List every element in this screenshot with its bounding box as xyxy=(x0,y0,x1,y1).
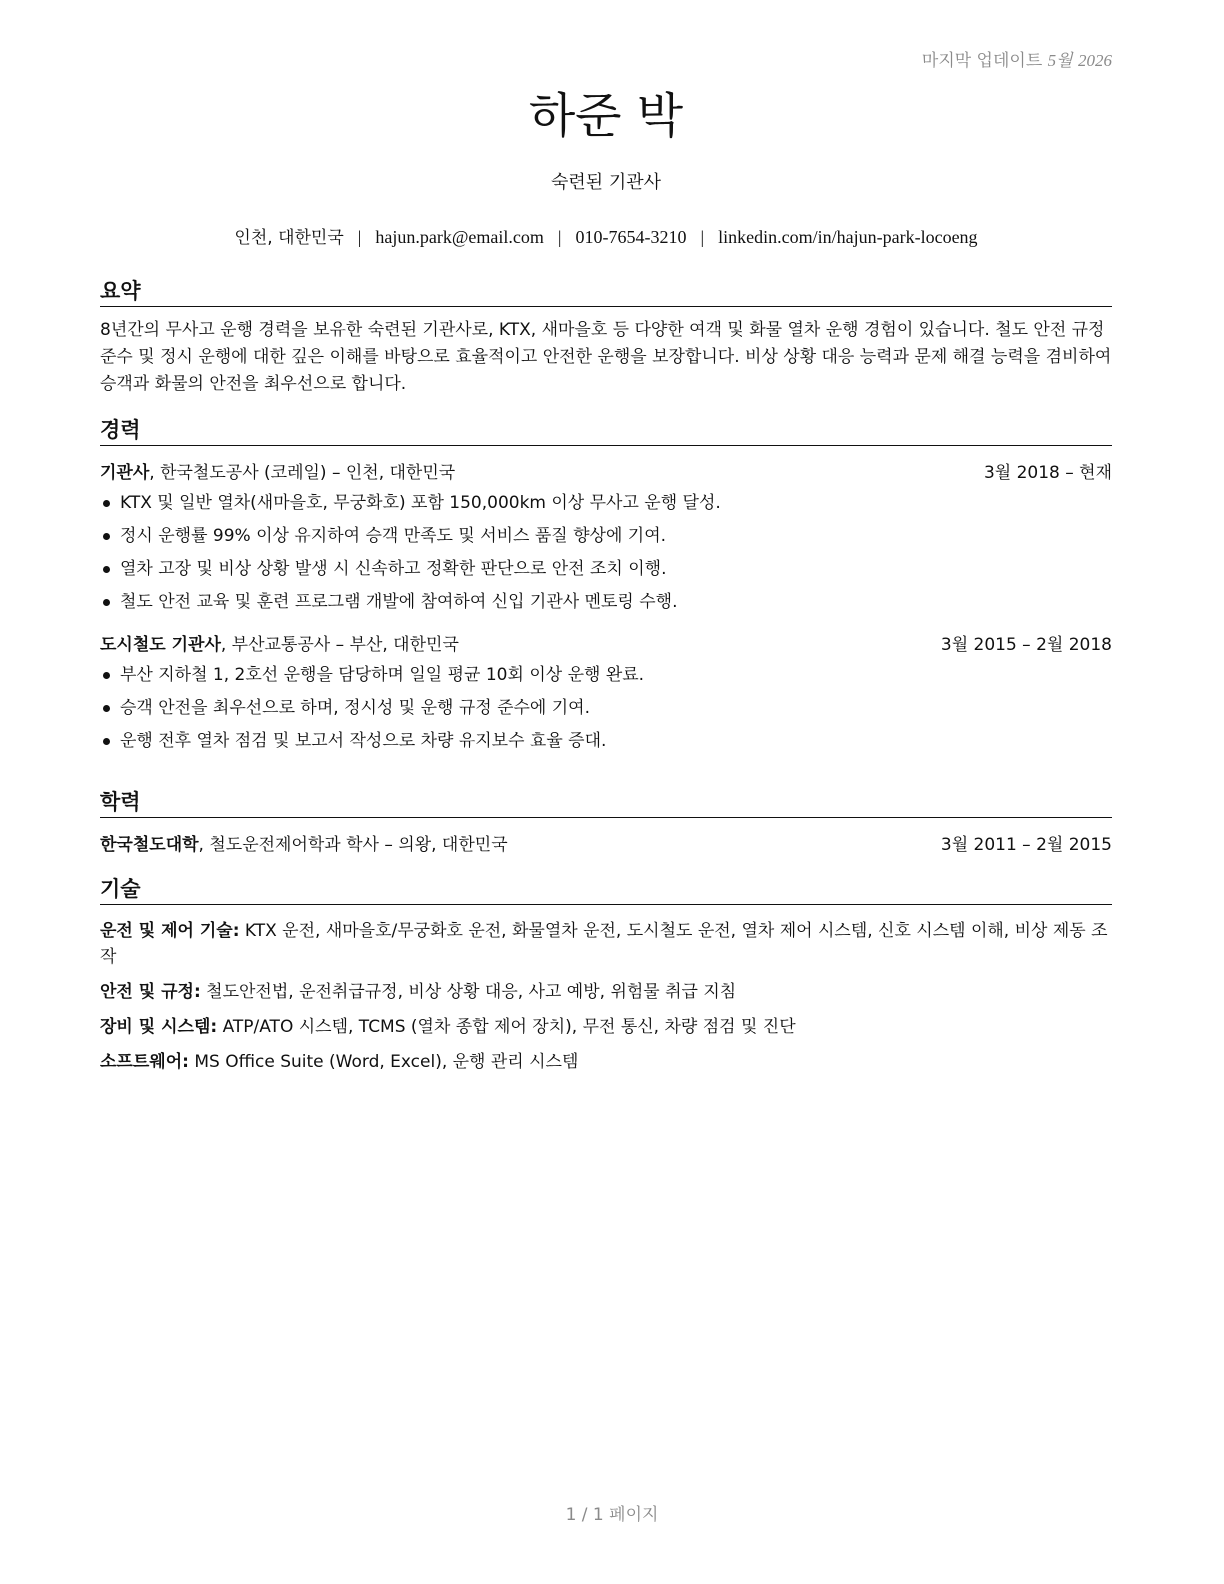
job-bullet: 열차 고장 및 비상 상황 발생 시 신속하고 정확한 판단으로 안전 조치 이행. xyxy=(100,556,1112,582)
contact-separator: | xyxy=(357,227,362,247)
resume-page xyxy=(100,0,1112,1584)
job-bullet: 부산 지하철 1, 2호선 운행을 담당하며 일일 평균 10회 이상 운행 완료. xyxy=(100,662,1112,688)
skills-list xyxy=(100,918,1112,1075)
job-bullet: 운행 전후 열차 점검 및 보고서 작성으로 차량 유지보수 효율 증대. xyxy=(100,728,1112,754)
person-name: 하준 박 xyxy=(528,88,684,144)
page-number: 1 / 1 페이지 xyxy=(565,1505,659,1525)
skills-section xyxy=(100,875,1112,1084)
education-section xyxy=(100,788,1112,858)
skill-row xyxy=(100,979,1112,1005)
skill-text: ATP/ATO 시스템, TCMS (열차 종합 제어 장치), 무전 통신, 차량 점검 및 진단 xyxy=(217,1017,796,1037)
job-entry xyxy=(100,460,1112,615)
job-bullet: KTX 및 일반 열차(새마을호, 무궁화호) 포함 150,000km 이상 무사고 운행 달성. xyxy=(100,490,1112,516)
last-updated-label: 마지막 업데이트 xyxy=(921,51,1043,71)
job-date: 3월 2018 – 현재 xyxy=(983,463,1112,483)
skill-label: 운전 및 제어 기술: xyxy=(100,921,240,941)
education-heading: 학력 xyxy=(100,788,1112,818)
contact-email[interactable]: hajun.park@email.com xyxy=(375,227,544,247)
education-entry xyxy=(100,832,1112,858)
skills-heading: 기술 xyxy=(100,875,1112,905)
contact-line xyxy=(100,224,1112,251)
experience-section xyxy=(100,416,1112,761)
skill-label: 안전 및 규정: xyxy=(100,982,201,1002)
job-bullets xyxy=(100,490,1112,615)
job-date: 3월 2015 – 2월 2018 xyxy=(940,635,1112,655)
contact-phone: 010-7654-3210 xyxy=(575,227,687,247)
skill-row xyxy=(100,918,1112,970)
job-role: 도시철도 기관사 xyxy=(100,635,221,655)
education-date: 3월 2011 – 2월 2015 xyxy=(940,835,1112,855)
job-entry xyxy=(100,632,1112,754)
education-school: 한국철도대학 xyxy=(100,835,199,855)
contact-separator: | xyxy=(557,227,562,247)
job-bullets xyxy=(100,662,1112,754)
skill-row xyxy=(100,1014,1112,1040)
summary-text: 8년간의 무사고 운행 경력을 보유한 숙련된 기관사로, KTX, 새마을호 등 다양한 여객 및 화물 열차 운행 경험이 있습니다. 철도 안전 규정 준수 및 정시 운행에 대한 깊은 이해를 바탕으로 효율적이고 안전한 운행을 보장합니다. 비상 상황 대응 능력과 문제 해결 능력을 겸비하여 승객과 화물의 안전을 최우선으로 합니다. xyxy=(100,320,1112,394)
job-role: 기관사 xyxy=(100,463,150,483)
skill-label: 장비 및 시스템: xyxy=(100,1017,218,1037)
education-detail: , 철도운전제어학과 학사 – 의왕, 대한민국 xyxy=(198,835,508,855)
contact-location: 인천, 대한민국 xyxy=(234,228,344,248)
experience-heading: 경력 xyxy=(100,416,1112,446)
job-org: , 부산교통공사 – 부산, 대한민국 xyxy=(220,635,459,655)
skill-row xyxy=(100,1049,1112,1075)
skill-text: MS Office Suite (Word, Excel), 운행 관리 시스템 xyxy=(188,1052,579,1072)
summary-section xyxy=(100,277,1112,398)
skill-label: 소프트웨어: xyxy=(100,1052,189,1072)
contact-linkedin[interactable]: linkedin.com/in/hajun-park-locoeng xyxy=(718,227,978,247)
summary-heading: 요약 xyxy=(100,277,1112,307)
job-header xyxy=(100,632,1112,658)
job-bullet: 정시 운행률 99% 이상 유지하여 승객 만족도 및 서비스 품질 향상에 기여. xyxy=(100,523,1112,549)
job-header xyxy=(100,460,1112,486)
job-bullet: 철도 안전 교육 및 훈련 프로그램 개발에 참여하여 신입 기관사 멘토링 수행. xyxy=(100,589,1112,615)
skill-text: KTX 운전, 새마을호/무궁화호 운전, 화물열차 운전, 도시철도 운전, 열차 제어 시스템, 신호 시스템 이해, 비상 제동 조작 xyxy=(100,921,1108,967)
contact-separator: | xyxy=(700,227,705,247)
last-updated-month: 5월 xyxy=(1047,51,1073,70)
skill-text: 철도안전법, 운전취급규정, 비상 상황 대응, 사고 예방, 위험물 취급 지침 xyxy=(200,982,737,1002)
last-updated-year: 2026 xyxy=(1078,51,1112,70)
job-title: 숙련된 기관사 xyxy=(550,172,662,193)
job-org: , 한국철도공사 (코레일) – 인천, 대한민국 xyxy=(149,463,456,483)
last-updated xyxy=(922,46,1112,71)
job-bullet: 승객 안전을 최우선으로 하며, 정시성 및 운행 규정 준수에 기여. xyxy=(100,695,1112,721)
